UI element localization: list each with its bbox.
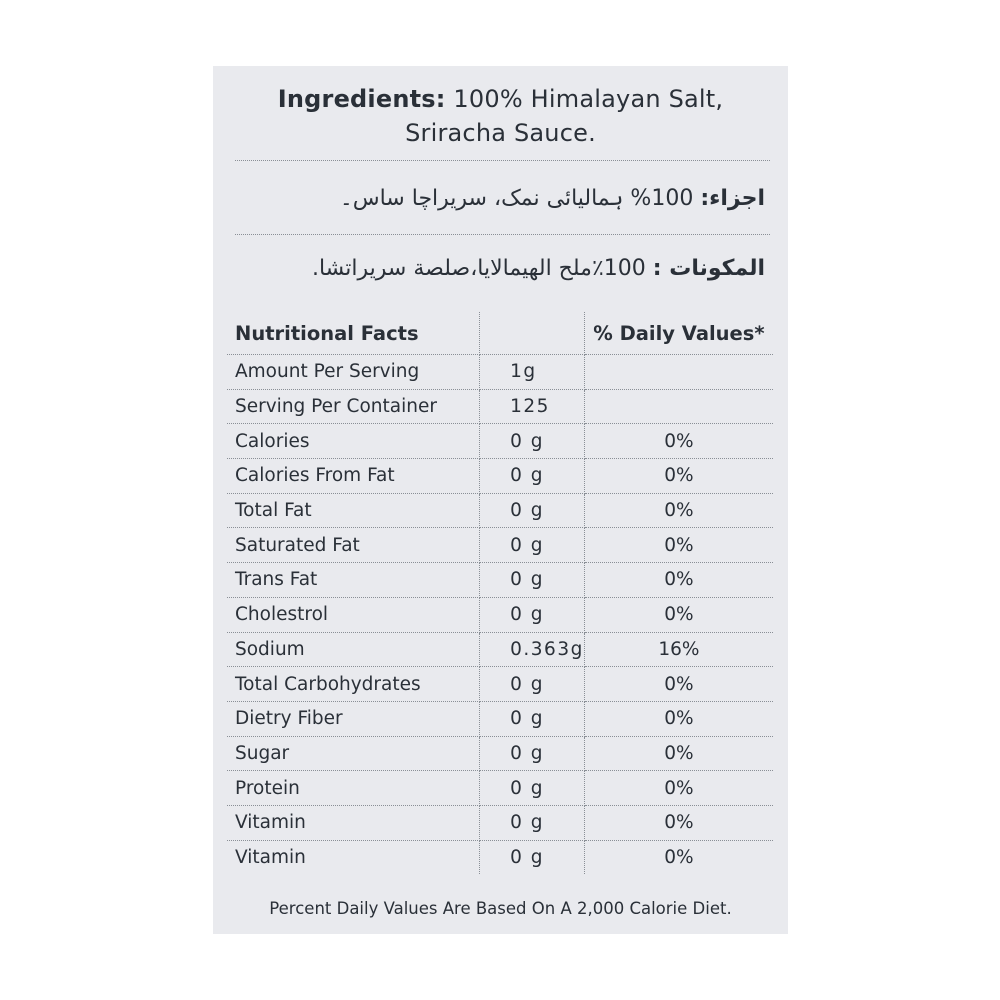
table-row bbox=[227, 701, 773, 736]
urdu-ingredients-heading: اجزاء: bbox=[700, 186, 765, 211]
nutrient-daily-value bbox=[584, 389, 773, 424]
nutrient-name: Sugar bbox=[227, 736, 480, 771]
ingredients-line-1: 100% Himalayan Salt, bbox=[453, 85, 724, 113]
nutrient-amount: 0 g bbox=[480, 736, 585, 771]
table-row bbox=[227, 389, 773, 424]
nutrient-name: Total Carbohydrates bbox=[227, 667, 480, 702]
nutrient-amount: 0 g bbox=[480, 459, 585, 494]
nutrient-daily-value bbox=[584, 355, 773, 390]
daily-values-header: % Daily Values* bbox=[584, 312, 773, 355]
nutrient-name: Serving Per Container bbox=[227, 389, 480, 424]
nutrient-daily-value: 0% bbox=[584, 805, 773, 840]
table-row bbox=[227, 528, 773, 563]
nutrient-amount: 0 g bbox=[480, 701, 585, 736]
nutrient-daily-value: 0% bbox=[584, 736, 773, 771]
table-row bbox=[227, 355, 773, 390]
nutrient-amount: 0 g bbox=[480, 597, 585, 632]
arabic-ingredients-text: 100٪ملح الهيمالايا،صلصة سريراتشا. bbox=[311, 256, 646, 281]
nutrient-amount: 0 g bbox=[480, 771, 585, 806]
ingredients-block bbox=[213, 82, 788, 150]
nutrient-amount: 0 g bbox=[480, 493, 585, 528]
table-row bbox=[227, 805, 773, 840]
nutrient-amount: 0.363g bbox=[480, 632, 585, 667]
nutrition-rows bbox=[227, 355, 773, 875]
table-row bbox=[227, 736, 773, 771]
nutrient-name: Vitamin bbox=[227, 805, 480, 840]
nutrient-amount: 0 g bbox=[480, 424, 585, 459]
nutrient-name: Total Fat bbox=[227, 493, 480, 528]
table-row bbox=[227, 771, 773, 806]
divider bbox=[235, 234, 770, 235]
arabic-ingredients-heading: المكونات : bbox=[652, 256, 765, 281]
urdu-ingredients-text: 100% ہمالیائی نمک، سریراچا ساس۔ bbox=[339, 186, 694, 211]
arabic-ingredients bbox=[235, 252, 765, 286]
amount-header bbox=[480, 312, 585, 355]
nutrient-daily-value: 0% bbox=[584, 563, 773, 598]
nutrient-daily-value: 0% bbox=[584, 528, 773, 563]
table-row bbox=[227, 493, 773, 528]
nutrition-facts-table bbox=[227, 312, 773, 874]
nutrient-name: Protein bbox=[227, 771, 480, 806]
nutrient-daily-value: 16% bbox=[584, 632, 773, 667]
nutrient-amount: 125 bbox=[480, 389, 585, 424]
nutrient-daily-value: 0% bbox=[584, 424, 773, 459]
ingredients-heading: Ingredients: bbox=[277, 85, 446, 113]
table-row bbox=[227, 563, 773, 598]
nutrient-amount: 0 g bbox=[480, 528, 585, 563]
nutrient-daily-value: 0% bbox=[584, 597, 773, 632]
nutrient-name: Calories From Fat bbox=[227, 459, 480, 494]
nutrient-name: Saturated Fat bbox=[227, 528, 480, 563]
nutrient-daily-value: 0% bbox=[584, 459, 773, 494]
nutrient-name: Vitamin bbox=[227, 840, 480, 874]
nutrient-amount: 1g bbox=[480, 355, 585, 390]
nutrient-name: Cholestrol bbox=[227, 597, 480, 632]
table-row bbox=[227, 597, 773, 632]
table-row bbox=[227, 424, 773, 459]
ingredients-line-2: Sriracha Sauce. bbox=[405, 119, 596, 147]
nutrition-label bbox=[213, 66, 788, 934]
table-row bbox=[227, 632, 773, 667]
nutrient-name: Sodium bbox=[227, 632, 480, 667]
table-header-row bbox=[227, 312, 773, 355]
urdu-ingredients bbox=[235, 182, 765, 216]
nutrient-name: Dietry Fiber bbox=[227, 701, 480, 736]
nutrient-daily-value: 0% bbox=[584, 771, 773, 806]
nutrient-amount: 0 g bbox=[480, 840, 585, 874]
nutrient-daily-value: 0% bbox=[584, 667, 773, 702]
table-row bbox=[227, 459, 773, 494]
nutritional-facts-header: Nutritional Facts bbox=[227, 312, 480, 355]
nutrient-amount: 0 g bbox=[480, 563, 585, 598]
divider bbox=[235, 160, 770, 161]
nutrient-daily-value: 0% bbox=[584, 701, 773, 736]
nutrient-daily-value: 0% bbox=[584, 493, 773, 528]
nutrient-name: Amount Per Serving bbox=[227, 355, 480, 390]
table-row bbox=[227, 840, 773, 874]
nutrient-amount: 0 g bbox=[480, 667, 585, 702]
footer-note: Percent Daily Values Are Based On A 2,000 Calorie Diet. bbox=[269, 899, 732, 918]
nutrient-daily-value: 0% bbox=[584, 840, 773, 874]
table-row bbox=[227, 667, 773, 702]
nutrient-amount: 0 g bbox=[480, 805, 585, 840]
nutrient-name: Calories bbox=[227, 424, 480, 459]
nutrient-name: Trans Fat bbox=[227, 563, 480, 598]
